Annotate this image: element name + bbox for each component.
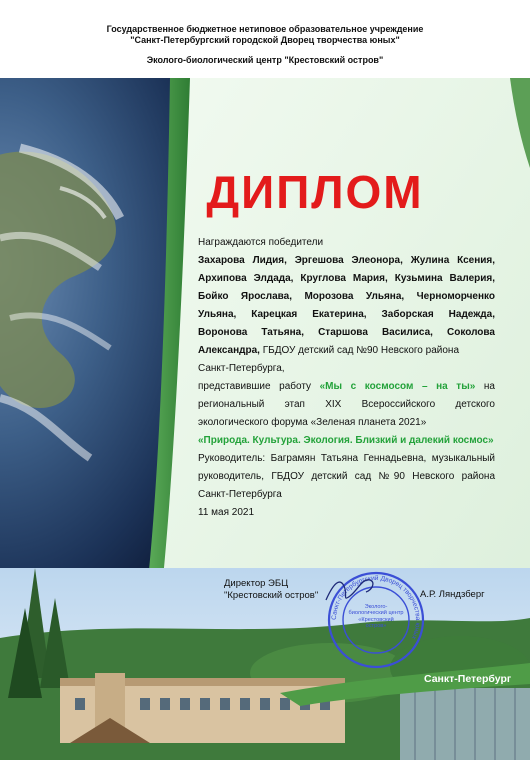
winners-names: Захарова Лидия, Эргешова Элеонора, Жулина Ксения, Архипова Элдада, Круглова Мария, Кузьмина Валерия, Бойко Ярослава, Морозова Ульяна, Черноморченко Ульяна, Карецкая Екатерина, Заборская Надежда, Воронова Татьяна, Старшова Василиса, Соколова Александра,	[198, 255, 495, 356]
presented-prefix: представившие работу	[198, 381, 320, 392]
forum-theme: «Природа. Культура. Экология. Близкий и далекий космос»	[198, 435, 494, 446]
work-paragraph	[198, 378, 495, 432]
school-line1: ГБДОУ детский сад №90 Невского района	[259, 345, 460, 356]
winners-paragraph	[198, 252, 495, 360]
header-palace: "Санкт-Петербургский городской Дворец творчества юных"	[130, 35, 400, 45]
city-label: Санкт-Петербург	[424, 673, 512, 685]
leader-paragraph: Руководитель: Баграмян Татьяна Геннадьевна, музыкальный руководитель, ГБДОУ детский сад №90 Невского района Санкт-Петербурга	[198, 453, 495, 500]
stamp-outer-text: Санкт-Петербургский Дворец творчества юных	[330, 574, 422, 641]
intro-line: Награждаются победители	[198, 237, 324, 248]
diploma-text	[198, 234, 495, 522]
header	[0, 0, 530, 78]
header-institution: Государственное бюджетное нетиповое образовательное учреждение	[106, 24, 424, 34]
signature-mark	[322, 572, 382, 608]
presented-suffix: на региональный этап XIX Всероссийского детского экологического форума «Зеленая планета 2021»	[198, 381, 495, 428]
header-center: Эколого-биологический центр "Крестовский остров"	[146, 55, 384, 65]
director-org: "Крестовский остров"	[224, 590, 319, 601]
work-title: «Мы с космосом – на ты»	[319, 381, 476, 392]
award-date: 11 мая 2021	[198, 507, 255, 518]
director-name: А.Р. Ляндзберг	[420, 589, 485, 600]
school-line2: Санкт-Петербурга,	[198, 363, 285, 374]
stamp-inner-text: Эколого-биологический центр «Крестовский остров»	[348, 604, 404, 630]
director-role: Директор ЭБЦ	[224, 578, 289, 589]
diploma-title: ДИПЛОМ	[206, 166, 424, 218]
